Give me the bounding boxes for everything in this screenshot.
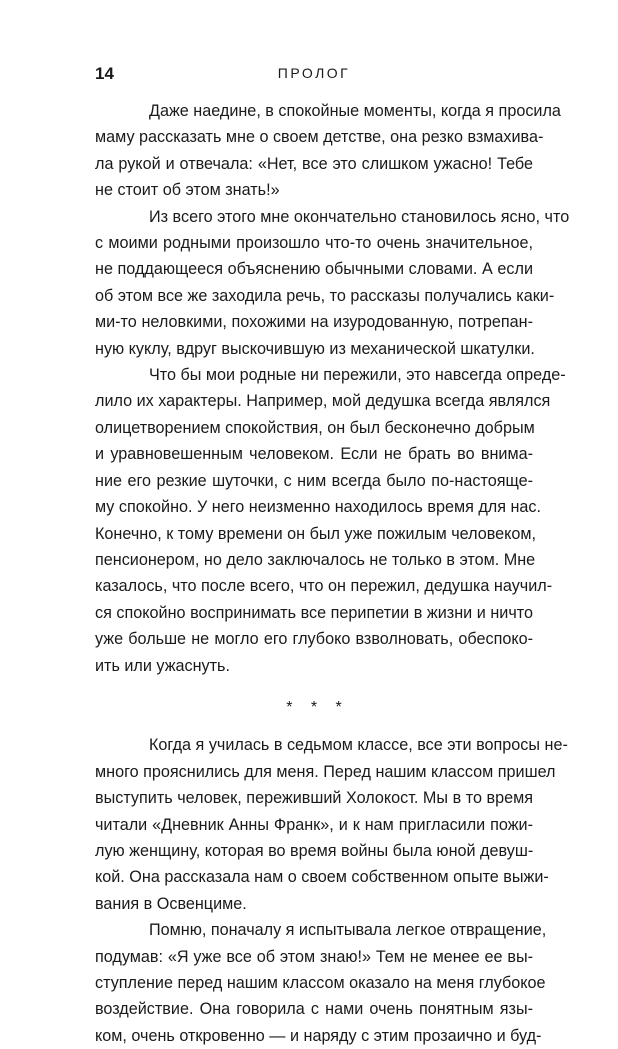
page-header <box>95 64 533 88</box>
text-line: Конечно, к тому времени он был уже пожилым человеком, <box>95 524 537 543</box>
text-line: много прояснились для меня. Перед нашим классом пришел <box>95 762 556 781</box>
text-line: ся спокойно воспринимать все перипетии в жизни и ничто <box>95 603 533 622</box>
text-line: Когда я училась в седьмом классе, все эти вопросы не- <box>149 736 568 755</box>
text-line: пенсионером, но дело заключалось не только в этом. Мне <box>95 550 536 569</box>
text-line: му спокойно. У него неизменно находилось время для нас. <box>95 498 542 517</box>
text-line: лило их характеры. Например, мой дедушка всегда являлся <box>95 392 551 411</box>
text-line: выступить человек, переживший Холокост. Мы в то время <box>95 789 533 808</box>
paragraph-4 <box>95 732 568 917</box>
paragraph-3 <box>95 362 566 679</box>
text-line: кой. Она рассказала нам о своем собственном опыте выжи- <box>95 868 549 887</box>
text-line: читали «Дневник Анны Франк», и к нам пригласили пожи- <box>95 815 533 834</box>
text-line: ную куклу, вдруг выскочившую из механической шкатулки. <box>95 339 535 358</box>
text-line: ние его резкие шуточки, с ним всегда было по-настояще- <box>95 471 533 490</box>
text-line: ла рукой и отвечала: «Нет, все это слишком ужасно! Тебе <box>95 154 533 173</box>
text-line: ступление перед нашим классом оказало на меня глубокое <box>95 974 546 992</box>
text-line: Из всего этого мне окончательно становилось ясно, что <box>149 207 570 226</box>
text-line: казалось, что после всего, что он пережил, дедушка научил- <box>95 577 553 596</box>
page-number: 14 <box>95 64 114 83</box>
paragraph-5 <box>95 917 547 1049</box>
text-line: не поддающееся объяснению обычными словами. А если <box>95 260 533 279</box>
text-line: с моими родными произошло что-то очень значительное, <box>95 234 533 253</box>
paragraph-2 <box>95 204 570 362</box>
text-line: и уравновешенным человеком. Если не брать во внима- <box>95 445 533 464</box>
paragraph-1 <box>95 98 561 204</box>
text-line: лую женщину, которая во время войны была юной девуш- <box>95 841 534 860</box>
running-head: ПРОЛОГ <box>277 65 351 81</box>
text-line: вания в Освенциме. <box>95 894 247 913</box>
text-line: воздействие. Она говорила с нами очень понятным язы- <box>95 1000 533 1019</box>
text-line: Что бы мои родные ни пережили, это навсегда опреде- <box>149 366 566 385</box>
text-line: не стоит об этом знать!» <box>95 181 280 200</box>
text-line: уже больше не могло его глубоко взволновать, обеспоко- <box>95 630 533 649</box>
section-separator: * * * <box>286 698 349 716</box>
text-line: ком, очень откровенно — и наряду с этим прозаично и буд- <box>95 1026 542 1045</box>
text-body <box>95 98 570 1049</box>
text-line: подумав: «Я уже все об этом знаю!» Тем не менее ее вы- <box>95 947 533 966</box>
text-line: олицетворением спокойствия, он был бесконечно добрым <box>95 418 535 437</box>
text-line: об этом все же заходила речь, то рассказы получались каки- <box>95 286 555 305</box>
text-line: Помню, поначалу я испытывала легкое отвращение, <box>149 921 547 940</box>
text-line: ить или ужаснуть. <box>95 656 230 675</box>
text-line: ми-то неловкими, похожими на изуродованную, потрепан- <box>95 313 533 332</box>
text-line: Даже наедине, в спокойные моменты, когда я просила <box>149 102 561 120</box>
text-line: маму рассказать мне о своем детстве, она резко взмахива- <box>95 128 544 147</box>
